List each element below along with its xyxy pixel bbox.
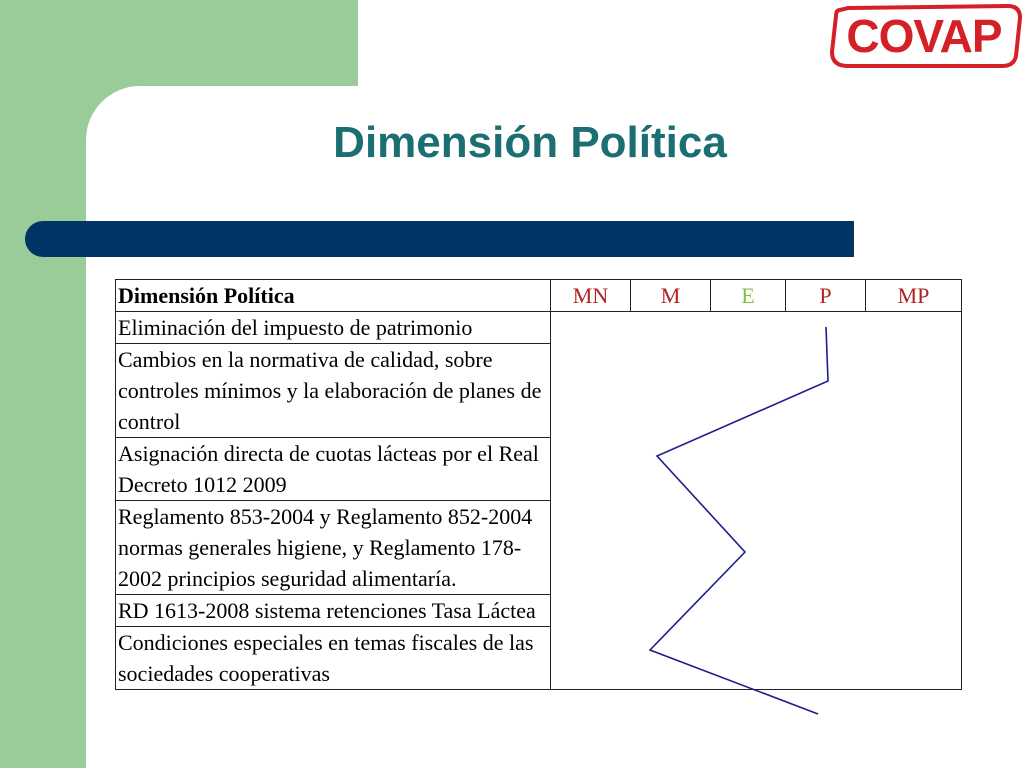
header-mn: MN [551, 280, 631, 312]
covap-logo [826, 2, 1022, 70]
rating-area [551, 312, 962, 690]
factor-cell: Asignación directa de cuotas lácteas por el Real Decreto 1012 2009 [116, 438, 551, 501]
factor-cell: Cambios en la normativa de calidad, sobre controles mínimos y la elaboración de planes de control [116, 344, 551, 438]
header-p: P [786, 280, 866, 312]
title-underline-bar [25, 221, 854, 257]
header-factor: Dimensión Política [116, 280, 551, 312]
factor-cell: Eliminación del impuesto de patrimonio [116, 312, 551, 344]
factor-cell: Condiciones especiales en temas fiscales de las sociedades cooperativas [116, 627, 551, 690]
header-mp: MP [866, 280, 962, 312]
table-row [116, 312, 962, 344]
header-e: E [711, 280, 786, 312]
table-header-row [116, 280, 962, 312]
factor-cell: Reglamento 853-2004 y Reglamento 852-2004 normas generales higiene, y Reglamento 178-2002 principios seguridad alimentaría. [116, 501, 551, 595]
factor-cell: RD 1613-2008 sistema retenciones Tasa Láctea [116, 595, 551, 627]
header-m: M [631, 280, 711, 312]
logo-text: COVAP [846, 10, 1002, 62]
political-dimension-table [115, 279, 962, 690]
slide-title: Dimensión Política [333, 118, 727, 167]
